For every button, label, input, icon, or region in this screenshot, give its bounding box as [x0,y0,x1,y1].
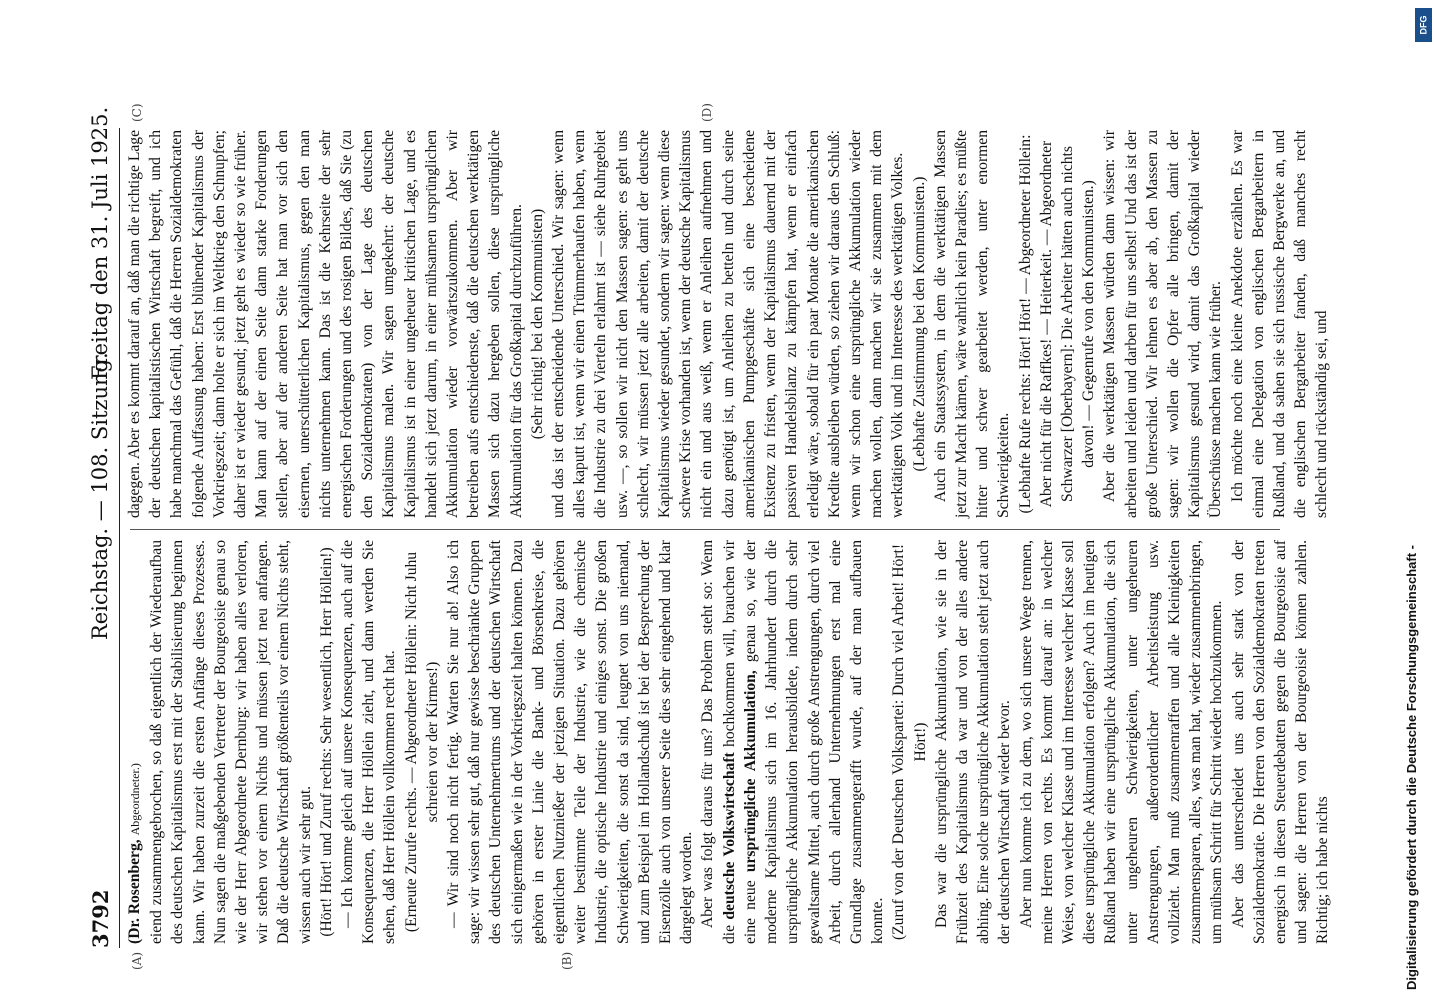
running-header-right: Freitag den 31. Juli 1925. [88,106,112,380]
interjection: (Hört! Hört! und Zuruf rechts: Sehr wesentlich, Herr Höllein!) [317,547,335,937]
text-column-left [124,540,1332,944]
paragraph: Aber das unterscheidet uns auch sehr stark von der Sozialdemokratie. Die Herren von den Sozialdemokraten treten energisch in diesen Steuerdebatten gegen die Bourgeoisie auf und sagen: die Herren von der Bourgeoisie können zahlen. Richtig; ich habe nichts [1229,540,1332,944]
emphasis: deutsche Volkswirtschaft [720,752,738,920]
digitization-credit: Digitalisierung gefördert durch die Deutsche Forschungsgemeinschaft - [1404,545,1419,990]
paragraph: Auch ein Staatssystem, in dem die werktätigen Massen jetzt zur Macht kämen, wäre wahrlich kein Paradies; es müßte hitter und schwer gearbeitet werden, unter enormen Schwierigkeiten. [931,130,1013,518]
speaker-role: Abgeordneter.) [128,763,142,836]
interjection: (Lebhafte Rufe rechts: Hört! Hört! — Abgeordneter Höllein: Aber nicht für die Raffkes! — Heiterkeit. — Abgeordneter Schwarzer [Oberbayern]: Die Arbeiter hätten auch nichts davon! — Gegenrufe von den Kommunisten.) [1016,134,1098,514]
margin-mark-b: (B) [560,951,574,970]
speaker-name: (Dr. Rosenberg, [126,839,143,944]
paragraph: Das war die ursprüngliche Akkumulation, wie sie in der Frühzeit des Kapitalismus da war und von der alles andere abhing. Eine solche ursprüngliche Akkumulation steht jetzt auch der deutschen Wirtschaft wieder bevor. [932,540,1014,944]
header-rule [119,128,120,948]
paragraph: Aber die werktätigen Massen würden dann wissen: wir arbeiten und leiden und darben für uns selbst! Und das ist der große Unterschied. Wir lehnen es aber ab, den Massen zu sagen: wir wollen die Opfer alle bringen, damit der Kapitalismus gesund wird, damit das Großkapital wieder Überschüsse machen kann wie früher. [1101,130,1225,518]
margin-mark-d: (D) [700,103,714,122]
text-run: Aber was folgt daraus für uns? Das Problem steht so: Wenn die [699,540,738,944]
paragraph: — Ich komme gleich auf unsere Konsequenzen, auch auf die Konsequenzen, die Herr Höllein zieht, und dann werden Sie sehen, daß Herr Höllein vollkommen recht hat. [339,540,399,944]
text-run: genau so, wie der moderne Kapitalismus sich im 16. Jahrhundert durch die ursprüngliche Akkumulation herausbildete, indem durch sehr gewaltsame Mittel, auch durch große Anstrengungen, durch viel Arbeit, durch allerhand Unternehmungen erst mal eine Grundlage zusammengerafft wurde, auf der man aufbauen konnte. [741,540,887,944]
page-number: 3792 [88,889,113,948]
running-header-left: Reichstag. — 108. Sitzung. [88,352,112,640]
margin-mark-a: (A) [130,951,144,970]
text-column-right [124,130,1331,518]
paragraph [697,540,888,944]
interjection: (Sehr richtig! bei den Kommunisten) [528,208,546,440]
paragraph: Ich möchte noch eine kleine Anekdote erzählen. Es war einmal eine Delegation von englischen Bergarbeitern in Rußland, und da sahen sie sich russische Bergwerke an, und die englischen Bergarbeiter fanden, daß manches recht schlecht und rückständig sei, und [1228,130,1331,518]
paragraph: — Wir sind noch nicht fertig. Warten Sie nur ab! Also ich sage: wir wissen sehr gut, daß nur gewisse beschränkte Gruppen des deutschen Unternehmertums und der deutschen Wirtschaft sich einigermaßen wie in der Vorkriegszeit halten können. Dazu gehören in erster Linie die Bank- und Börsenkreise, die eigentlichen Nutznießer der jetzigen Situation. Dazu gehören weiter bestimmte Teile der Industrie, wie die chemische Industrie, die optische Industrie und einiges sonst. Die großen Schwierigkeiten, die sonst da sind, leugnet von uns niemand, und zum Beispiel im Hollandschuß ist bei der Besprechung der Eisenzölle auch von unserer Seite dies sehr eingehend und klar dargelegt worden. [445,540,696,944]
paragraph: eiend zusammengebrochen, so daß eigentlich der Wiederaufbau des deutschen Kapitalismus erst mit der Stabilisierung beginnen kann. Wir haben zurzeit die ersten Anfänge dieses Prozesses. Nun sagen die maßgebenden Vertreter der Bourgeoisie genau so wie der Herr Abgeordnete Dernburg: wir haben alles verloren, wir stehen vor einem Nichts und müssen jetzt neu anfangen. Daß die deutsche Wirtschaft größtenteils vor einem Nichts steht, wissen auch wir sehr gut. [148,540,314,944]
paragraph: Aber nun komme ich zu dem, wo sich unsere Wege trennen, meine Herren von rechts. Es kommt darauf an: in welcher Weise, von welcher Klasse und im Interesse welcher Klasse soll diese ursprüngliche Akkumulation erfolgen? Auch im heutigen Rußland haben wir eine ursprüngliche Akkumulation, die sich unter ungeheuren Schwierigkeiten, unter ungeheuren Anstrengungen, außerordentlicher Arbeitsleistung usw. vollzieht. Man muß zusammenraffen und alle Kleinigkeiten zusammensparen, alles, was man hat, wieder zusammenbringen, um mühsam Schritt für Schritt wieder hochzukommen. [1017,540,1226,944]
text-run: hochkommen will, brauchen wir eine neue [720,540,759,944]
margin-mark-c: (C) [130,103,144,122]
emphasis: ursprüngliche Akkumulation, [741,670,759,873]
paragraph: dagegen. Aber es kommt darauf an, daß man die richtige Lage der deutschen kapitalistischen Wirtschaft begreift, und ich habe manchmal das Gefühl, daß die Herren Sozialdemokraten folgende Auffassung haben: Erst blühender Kapitalismus der Vorkriegszeit; dann holte er sich im Weltkrieg den Schnupfen; daher ist er wieder gesund; jetzt geht es wieder so wie früher. Man kann auf der einen Seite dann starke Forderungen stellen, aber auf der anderen Seite hat man vor sich den eisernen, unerschütterlichen Kapitalismus, gegen den man nichts unternehmen kann. Das ist die Kehrseite der sehr energischen Forderungen und des rosigen Bildes, daß Sie (zu den Sozialdemokraten) von der Lage des deutschen Kapitalismus malen. Wir sagen umgekehrt: der deutsche Kapitalismus ist in einer ungeheuer kritischen Lage, und es handelt sich jetzt darum, in einer mühsamen ursprünglichen Akkumulation wieder vorwärtszukommen. Aber wir betreiben aufs entschiedenste, daß die deutschen werktätigen Massen sich dazu hergeben sollen, diese ursprüngliche Akkumulation für das Großkapital durchzuführen. [126,130,525,518]
interjection: (Erneute Zurufe rechts. — Abgeordneter Höllein: Nicht Juhu schreien vor der Kirmes!) [402,551,441,933]
interjection: (Zuruf von der Deutschen Volkspartei: Durch viel Arbeit! Hört! Hört!) [890,543,929,941]
document-page [0,70,1330,1000]
column-divider [130,529,1280,530]
paragraph: und das ist der entscheidende Unterschied. Wir sagen: wenn alles kaputt ist, wenn wir einen Trümmerhaufen haben, wenn die Industrie zu drei Vierteln erlahmt ist — siehe Ruhrgebiet usw. —, so sollen wir nicht den Massen sagen: es geht uns schlecht, wir müssen jetzt alle arbeiten, damit der deutsche Kapitalismus wieder gesundet, sondern wir sagen: wenn diese schwere Krise vorhanden ist, wenn der deutsche Kapitalismus nicht ein und aus weiß, wenn er Anleihen aufnehmen und dazu genötigt ist, um Anleihen zu betteln und durch seine amerikanischen Pumpgeschäfte sich eine bescheidene Existenz zu fristen, wenn der Kapitalismus dauernd mit der passiven Handelsbilanz zu kämpfen hat, wenn er einfach erledigt wäre, sobald für ein paar Monate die amerikanischen Kredite ausbleiben würden, so ziehen wir daraus den Schluß: wenn wir schon eine ursprüngliche Akkumulation wieder machen wollen, dann machen wir sie zusammen mit dem werktätigen Volk und im Interesse des werktätigen Volkes. [550,130,907,518]
interjection: (Lebhafte Zustimmung bei den Kommunisten.) [910,176,928,472]
dfg-logo: DFG [1415,8,1432,42]
